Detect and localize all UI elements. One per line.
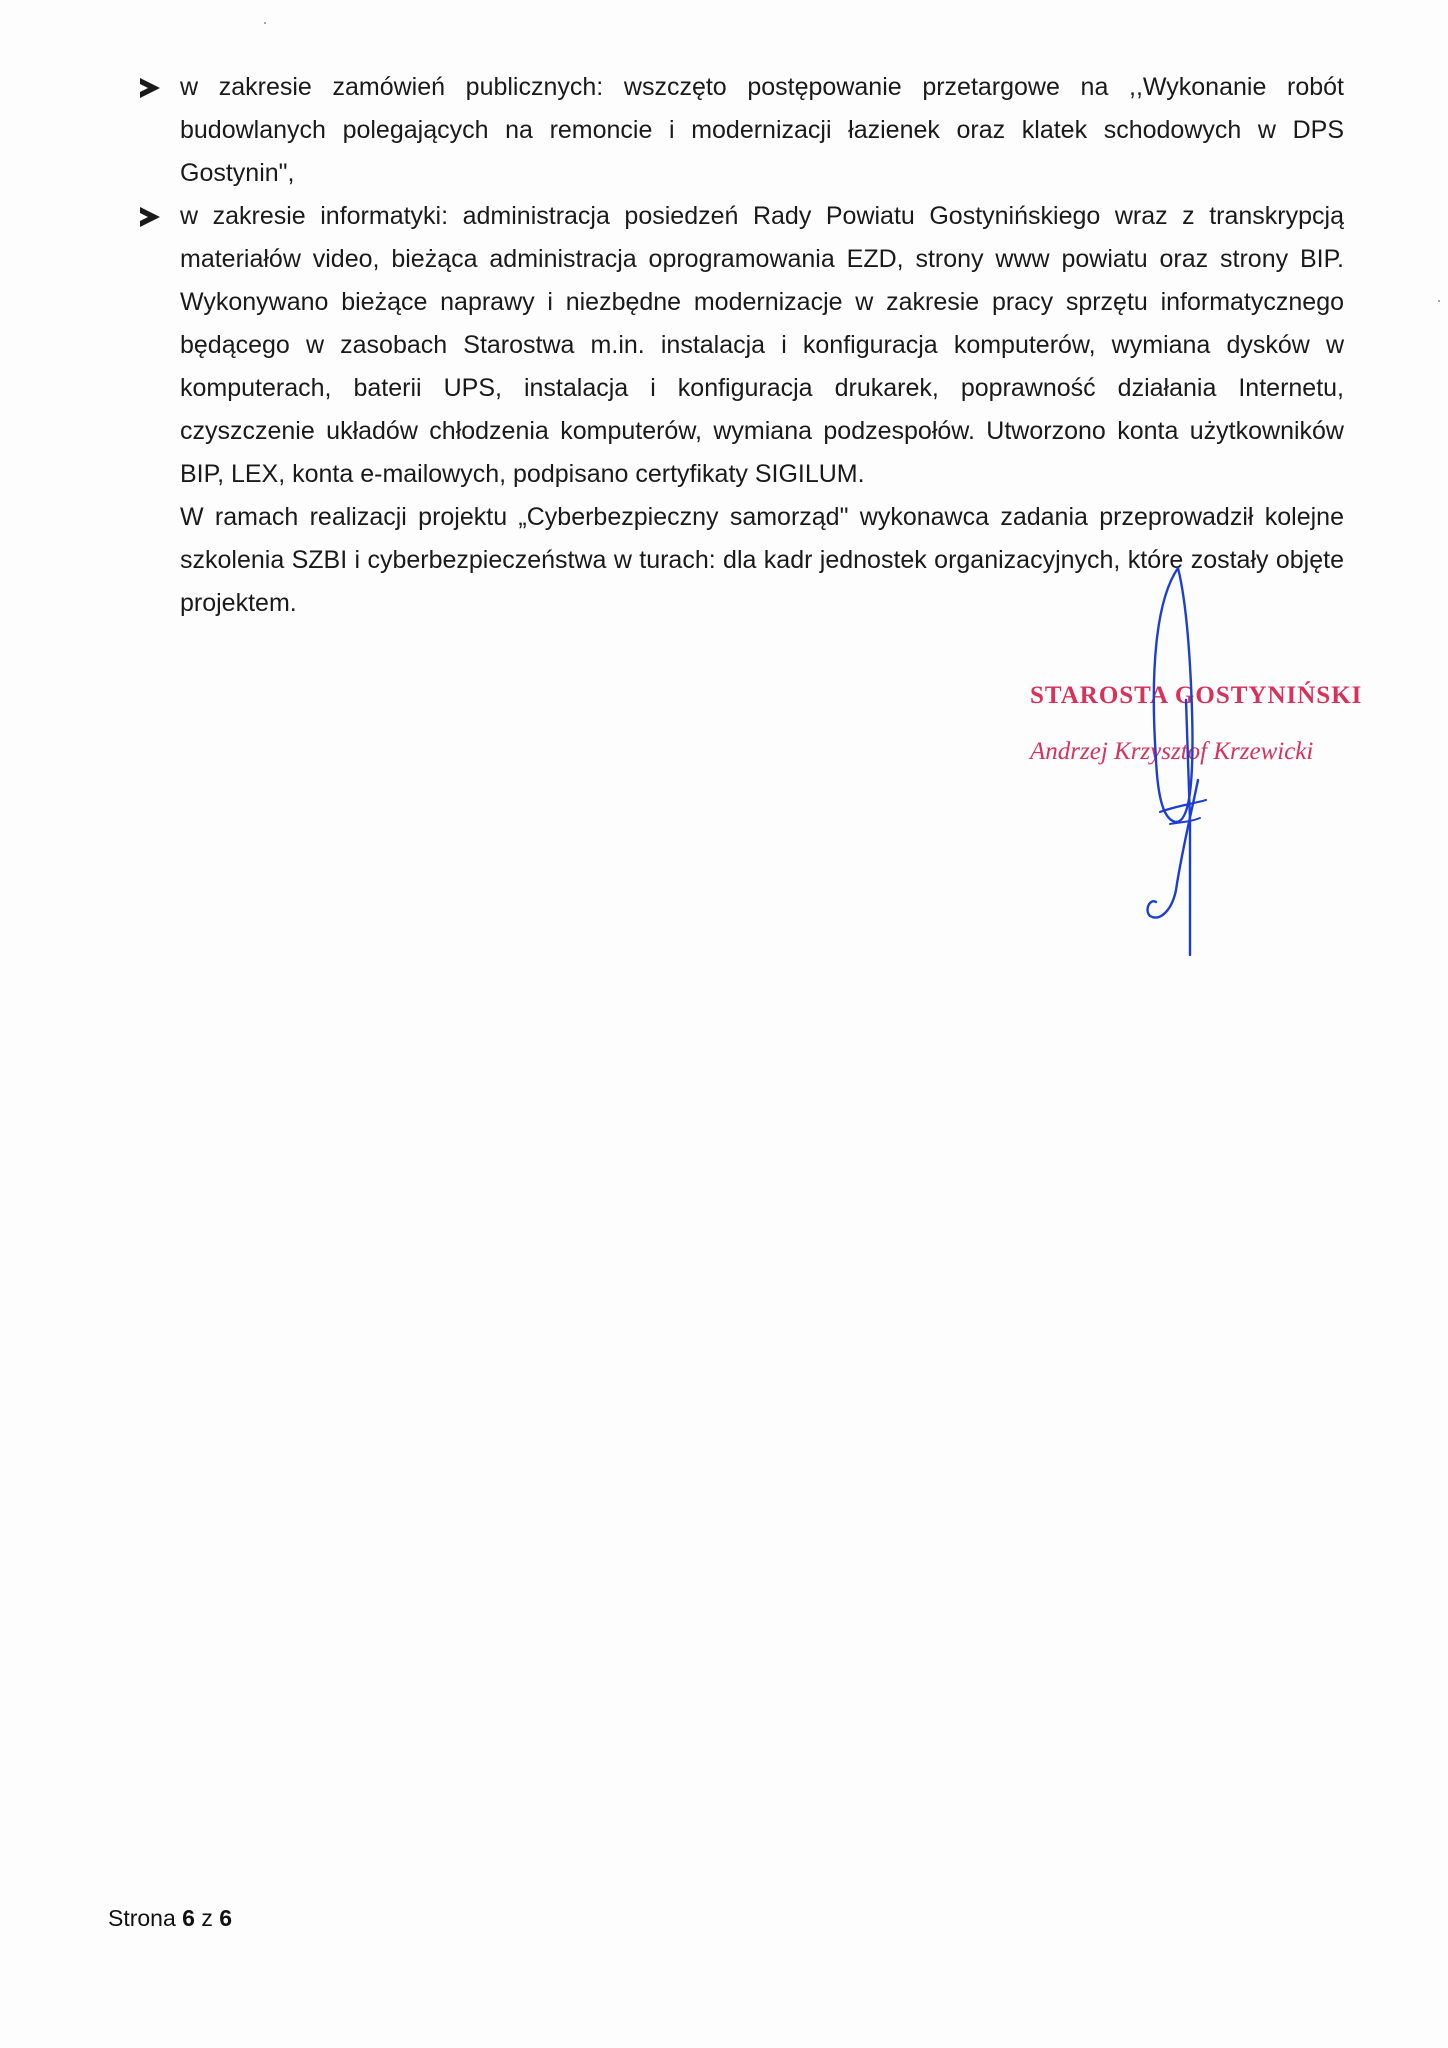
list-item (140, 66, 1344, 195)
arrow-bullet-icon (140, 78, 160, 98)
document-body (140, 66, 1344, 625)
handwritten-signature (1120, 560, 1230, 960)
bullet-text-it: w zakresie informatyki: administracja posiedzeń Rady Powiatu Gostynińskiego wraz z transkrypcją materiałów video, bieżąca administracja oprogramowania EZD, strony www powiatu oraz strony BIP. Wykonywano bieżące naprawy i niezbędne modernizacje w zakresie pracy sprzętu informatycznego będącego w zasobach Starostwa m.in. instalacja i konfiguracja komputerów, wymiana dysków w komputerach, baterii UPS, instalacja i konfiguracja drukarek, poprawność działania Internetu, czyszczenie układów chłodzenia komputerów, wymiana podzespołów. Utworzono konta użytkowników BIP, LEX, konta e-mailowych, podpisano certyfikaty SIGILUM. (180, 202, 1344, 488)
page-number-prefix: Strona (108, 1905, 176, 1931)
scan-speck (264, 22, 266, 24)
arrow-bullet-icon (140, 207, 160, 227)
stamp-name: Andrzej Krzysztof Krzewicki (1030, 738, 1314, 765)
bullet-text-public-procurement: w zakresie zamówień publicznych: wszczęto postępowanie przetargowe na ,,Wykonanie robót budowlanych polegających na remoncie i modernizacji łazienek oraz klatek schodowych w DPS Gostynin", (180, 73, 1344, 187)
page-number-total: 6 (219, 1905, 233, 1931)
page-number-separator: z (201, 1905, 213, 1931)
stamp-title: STAROSTA GOSTYNIŃSKI (1030, 682, 1363, 709)
paragraph-cybersecurity: W ramach realizacji projektu „Cyberbezpieczny samorząd" wykonawca zadania przeprowadził kolejne szkolenia SZBI i cyberbezpieczeństwa w turach: dla kadr jednostek organizacyjnych, które zostały objęte projektem. (180, 503, 1344, 617)
scan-speck (1438, 300, 1440, 302)
page-number-current: 6 (182, 1905, 195, 1931)
list-item (140, 195, 1344, 496)
page-number (108, 1905, 232, 1932)
